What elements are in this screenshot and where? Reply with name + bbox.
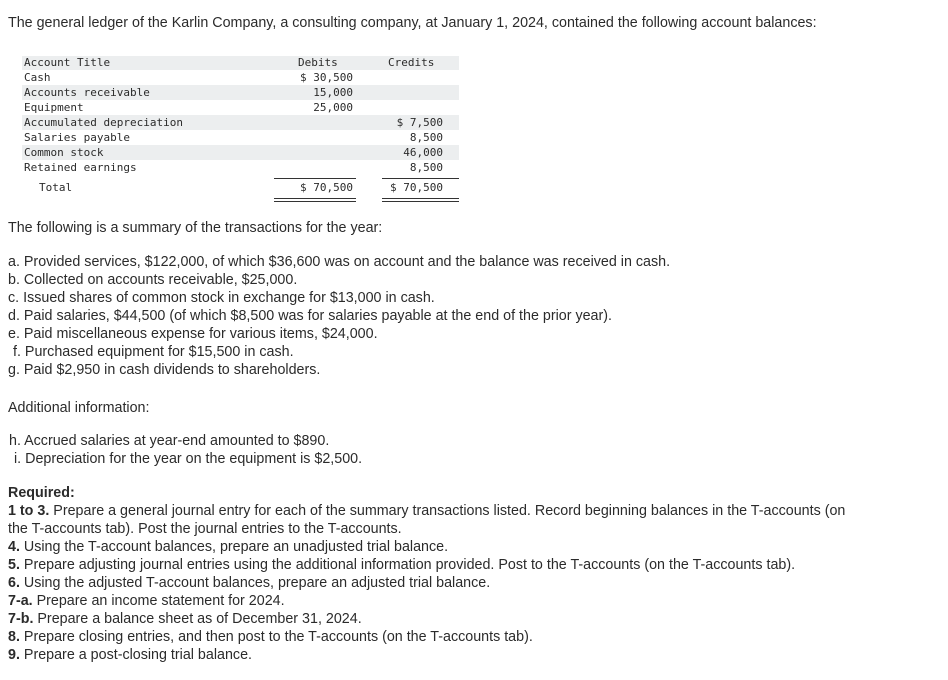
list-item — [8, 521, 402, 537]
table-row — [22, 130, 459, 145]
required-heading: Required: — [8, 485, 75, 501]
credit-double-rule — [382, 198, 459, 202]
summary-heading: The following is a summary of the transactions for the year: — [8, 220, 383, 236]
item-number: 6. — [8, 575, 20, 591]
debit-double-rule — [274, 198, 356, 202]
item-number: 7-a. — [8, 593, 33, 609]
debit-amount: $ 30,500 — [300, 71, 353, 84]
list-item — [8, 557, 795, 573]
list-item: e. Paid miscellaneous expense for various items, $24,000. — [8, 326, 378, 342]
list-item: d. Paid salaries, $44,500 (of which $8,500 was for salaries payable at the end of the prior year). — [8, 308, 612, 324]
account-title: Equipment — [24, 101, 84, 114]
item-text: Prepare closing entries, and then post to the T-accounts (on the T-accounts tab). — [19, 629, 533, 645]
total-label: Total — [39, 181, 73, 194]
list-item — [8, 539, 448, 555]
debit-total: $ 70,500 — [300, 181, 353, 194]
item-number: 5. — [8, 557, 20, 573]
account-title: Common stock — [24, 146, 104, 159]
list-item: b. Collected on accounts receivable, $25,000. — [8, 272, 298, 288]
account-balances-table — [22, 56, 459, 197]
list-item — [8, 593, 285, 609]
item-text: Using the adjusted T-account balances, prepare an adjusted trial balance. — [19, 575, 491, 591]
item-text: Prepare an income statement for 2024. — [32, 593, 285, 609]
table-row — [22, 100, 459, 115]
list-item — [8, 629, 533, 645]
table-header-row — [22, 56, 459, 70]
header-debits: Debits — [298, 56, 338, 69]
item-text: the T-accounts tab). Post the journal entries to the T-accounts. — [8, 521, 402, 537]
account-title: Cash — [24, 71, 51, 84]
item-number: 9. — [8, 647, 20, 663]
debit-amount: 15,000 — [313, 86, 353, 99]
credit-amount: 8,500 — [409, 161, 443, 174]
additional-info-heading: Additional information: — [8, 400, 150, 416]
account-title: Salaries payable — [24, 131, 130, 144]
table-row — [22, 145, 459, 160]
table-row — [22, 115, 459, 130]
header-credits: Credits — [388, 56, 435, 69]
debit-amount: 25,000 — [313, 101, 353, 114]
list-item: i. Depreciation for the year on the equipment is $2,500. — [14, 451, 363, 467]
item-text: Prepare a balance sheet as of December 31, 2024. — [33, 611, 362, 627]
account-title: Accumulated depreciation — [24, 116, 183, 129]
credit-total: $ 70,500 — [390, 181, 443, 194]
list-item — [8, 503, 845, 519]
account-title: Accounts receivable — [24, 86, 150, 99]
item-text: Using the T-account balances, prepare an unadjusted trial balance. — [19, 539, 449, 555]
item-number: 8. — [8, 629, 20, 645]
table-row — [22, 160, 459, 175]
list-item: g. Paid $2,950 in cash dividends to shareholders. — [8, 362, 321, 378]
credit-amount: 8,500 — [409, 131, 443, 144]
credit-amount: $ 7,500 — [396, 116, 443, 129]
item-number: 7-b. — [8, 611, 34, 627]
credit-amount: 46,000 — [403, 146, 443, 159]
item-number: 1 to 3. — [8, 503, 50, 519]
total-row — [22, 178, 459, 197]
list-item — [8, 647, 252, 663]
item-text: Prepare adjusting journal entries using the additional information provided. Post to the T-accounts (on the T-accounts tab). — [19, 557, 796, 573]
list-item: h. Accrued salaries at year-end amounted to $890. — [9, 433, 330, 449]
account-title: Retained earnings — [24, 161, 137, 174]
list-item: f. Purchased equipment for $15,500 in cash. — [13, 344, 294, 360]
intro-text: The general ledger of the Karlin Company, a consulting company, at January 1, 2024, contained the following account balances: — [8, 15, 817, 31]
item-text: Prepare a general journal entry for each of the summary transactions listed. Record beginning balances in the T-accounts (on — [49, 503, 846, 519]
list-item: a. Provided services, $122,000, of which $36,600 was on account and the balance was received in cash. — [8, 254, 671, 270]
item-number: 4. — [8, 539, 20, 555]
list-item — [8, 575, 490, 591]
list-item: c. Issued shares of common stock in exchange for $13,000 in cash. — [8, 290, 435, 306]
item-text: Prepare a post-closing trial balance. — [19, 647, 252, 663]
table-row — [22, 70, 459, 85]
table-row — [22, 85, 459, 100]
header-account-title: Account Title — [24, 56, 111, 69]
list-item — [8, 611, 362, 627]
